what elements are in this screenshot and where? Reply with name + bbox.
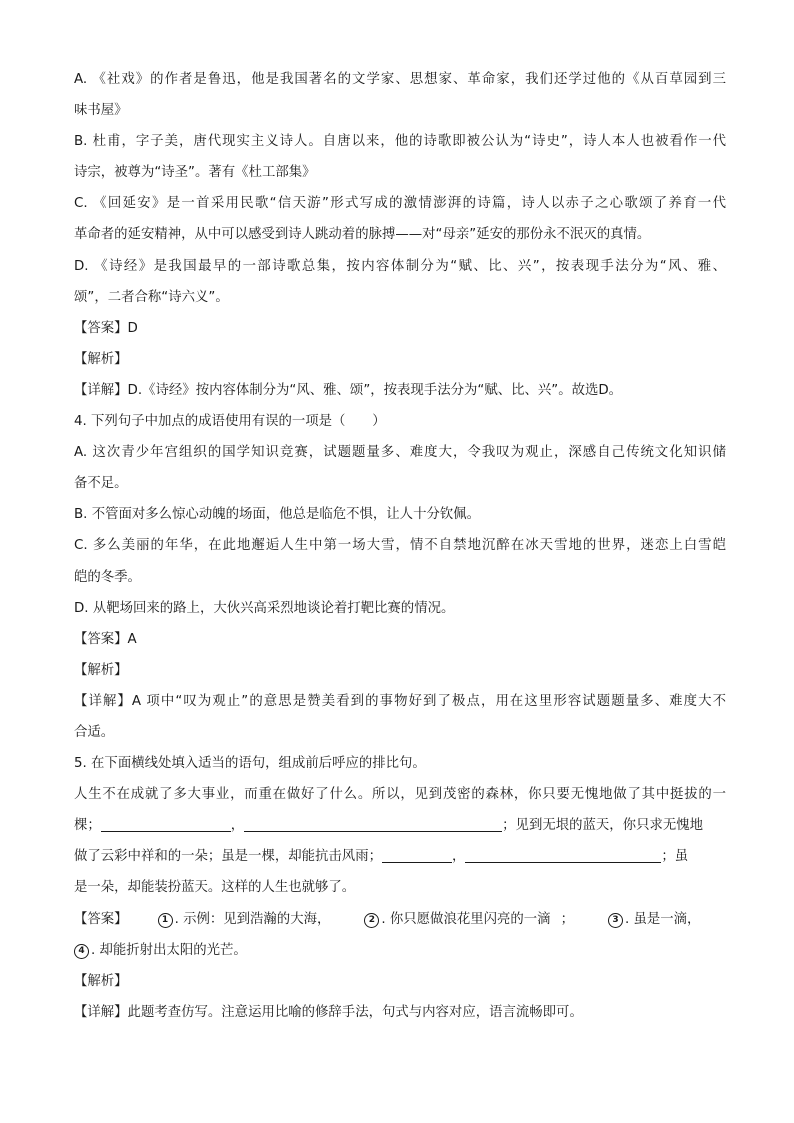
q5-passage-line1: 人生不在成就了多大事业，而重在做好了什么。所以，见到茂密的森林，你只要无愧地做了其中挺拔的一 xyxy=(74,787,726,803)
q4-option-a-line2: 备不足。 xyxy=(74,476,128,492)
q4-option-d: D. 从靶场回来的路上，大伙兴高采烈地谈论着打靶比赛的情况。 xyxy=(74,600,455,616)
q5-detail: 【详解】此题考查仿写。注意运用比喻的修辞手法，句式与内容对应，语言流畅即可。 xyxy=(74,1004,583,1020)
fill-blank-4[interactable] xyxy=(465,845,661,863)
q5-line3-start: 做了云彩中祥和的一朵；虽是一棵，却能抗击风雨； xyxy=(74,849,382,865)
q3-option-a-line2: 味书屋》 xyxy=(74,103,128,119)
q3-option-a-line1: A. 《社戏》的作者是鲁迅，他是我国著名的文学家、思想家、革命家，我们还学过他的《从百草园到三 xyxy=(74,72,726,87)
q3-option-c-line1: C. 《回延安》是一首采用民歌“信天游”形式写成的激情澎湃的诗篇，诗人以赤子之心歌颂了养育一代 xyxy=(74,196,726,212)
q4-analysis-heading: 【解析】 xyxy=(74,662,128,678)
q4-detail-line2: 合适。 xyxy=(74,724,115,740)
q5-answer-line1 xyxy=(74,904,726,935)
circled-number-3: 3 xyxy=(608,913,623,928)
q3-option-b-line1: B. 杜甫，字子美，唐代现实主义诗人。自唐以来，他的诗歌即被公认为“诗史”，诗人本人也被看作一代 xyxy=(74,134,726,150)
q5-passage-line2 xyxy=(74,810,726,841)
q3-answer: 【答案】D xyxy=(74,320,138,336)
q5-line2-comma: ， xyxy=(230,818,245,834)
q3-option-c-line2: 革命者的延安精神，从中可以感受到诗人跳动着的脉搏——对“母亲”延安的那份永不泯灭的真情。 xyxy=(74,227,651,243)
q5-line3-end: ；虽 xyxy=(661,849,689,865)
q4-stem: 4. 下列句子中加点的成语使用有误的一项是（ ） xyxy=(74,414,386,430)
q3-option-d-line2: 颂”，二者合称“诗六义”。 xyxy=(74,289,229,305)
fill-blank-1[interactable] xyxy=(101,814,231,832)
q3-detail: 【详解】D.《诗经》按内容体制分为“风、雅、颂”，按表现手法分为“赋、比、兴”。故选D。 xyxy=(74,382,623,398)
q3-analysis-heading: 【解析】 xyxy=(74,351,128,367)
document-page xyxy=(74,64,726,1028)
q5-passage-line3 xyxy=(74,841,726,872)
circled-number-2: 2 xyxy=(364,913,379,928)
q5-answer-3: . 虽是一滴， xyxy=(624,911,701,927)
q5-answer-1: . 示例：见到浩瀚的大海， xyxy=(174,911,331,927)
q5-answer-line2 xyxy=(74,935,726,966)
circled-number-4: 4 xyxy=(74,944,89,959)
q5-stem: 5. 在下面横线处填入适当的语句，组成前后呼应的排比句。 xyxy=(74,756,426,772)
q3-option-b-line2: 诗宗，被尊为“诗圣”。著有《杜工部集》 xyxy=(74,165,316,181)
fill-blank-2[interactable] xyxy=(244,814,502,832)
q5-analysis-heading: 【解析】 xyxy=(74,973,128,989)
q3-option-d-line1: D. 《诗经》是我国最早的一部诗歌总集，按内容体制分为“赋、比、兴”，按表现手法分为“风、雅、 xyxy=(74,258,726,274)
q4-option-b: B. 不管面对多么惊心动魄的场面，他总是临危不惧，让人十分钦佩。 xyxy=(74,507,481,523)
q4-option-c-line2: 皑的冬季。 xyxy=(74,569,141,585)
q5-line2-end: ；见到无垠的蓝天，你只求无愧地 xyxy=(502,818,704,834)
q5-answer-2-end: ； xyxy=(560,911,574,927)
q5-answer-label: 【答案】 xyxy=(74,911,128,927)
fill-blank-3[interactable] xyxy=(382,845,452,863)
q4-option-a-line1: A. 这次青少年宫组织的国学知识竞赛，试题题量多、难度大，令我叹为观止，深感自己传统文化知识储 xyxy=(74,445,726,461)
q4-option-c-line1: C. 多么美丽的年华，在此地邂逅人生中第一场大雪，情不自禁地沉醉在冰天雪地的世界，迷恋上白雪皑 xyxy=(74,538,726,554)
q5-answer-4: . 却能折射出太阳的光芒。 xyxy=(91,942,247,958)
q4-detail-line1: 【详解】A 项中“叹为观止”的意思是赞美看到的事物好到了极点，用在这里形容试题题量多、难度大不 xyxy=(74,693,726,709)
q5-line3-comma: ， xyxy=(451,849,466,865)
q5-passage-line4: 是一朵，却能装扮蓝天。这样的人生也就够了。 xyxy=(74,880,356,896)
circled-number-1: 1 xyxy=(158,913,173,928)
q5-line2-start: 棵； xyxy=(74,818,101,834)
q5-answer-2: . 你只愿做浪花里闪亮的一滴 xyxy=(381,911,551,927)
q4-answer: 【答案】A xyxy=(74,631,137,647)
